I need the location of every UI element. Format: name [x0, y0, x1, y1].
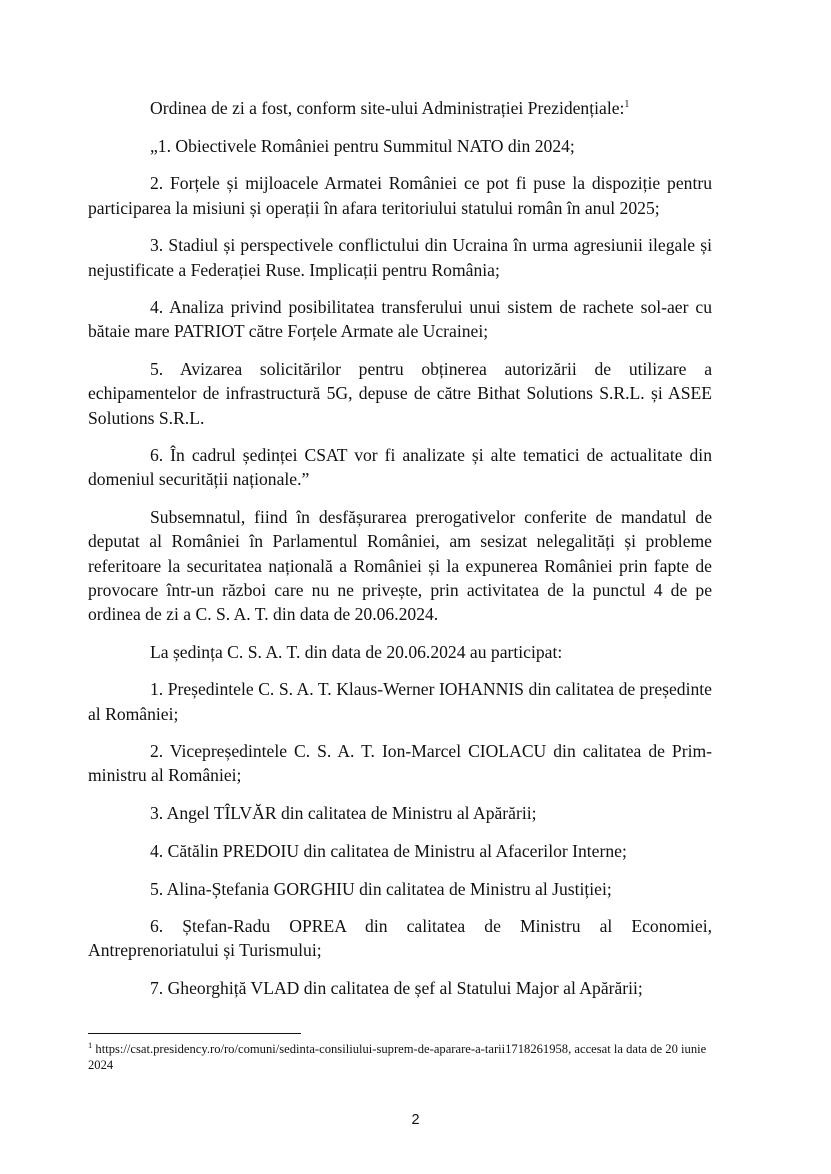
footnote-reference: 1: [624, 99, 630, 111]
body-text: [88, 96, 712, 1014]
participant-4: 4. Cătălin PREDOIU din calitatea de Ministru al Afacerilor Interne;: [150, 840, 627, 861]
footnote: [88, 1039, 718, 1073]
paragraph-participants-intro: La ședința C. S. A. T. din data de 20.06.2024 au participat:: [150, 641, 563, 662]
participant-3: 3. Angel TÎLVĂR din calitatea de Ministru al Apărării;: [150, 803, 537, 824]
participant-6: 6. Ștefan-Radu OPREA din calitatea de Ministru al Economiei, Antreprenoriatului și Turismului;: [88, 916, 712, 961]
agenda-item-3: 3. Stadiul și perspectivele conflictului din Ucraina în urma agresiunii ilegale și nejustificate a Federației Ruse. Implicații pentru România;: [88, 235, 712, 280]
footnote-marker: 1: [88, 1039, 93, 1050]
agenda-item-5: 5. Avizarea solicitărilor pentru obținerea autorizării de utilizare a echipamentelor de infrastructură 5G, depuse de către Bithat Solutions S.R.L. și ASEE Solutions S.R.L.: [88, 359, 712, 428]
paragraph-statement: Subsemnatul, fiind în desfășurarea prerogativelor conferite de mandatul de deputat al României în Parlamentul României, am sesizat nelegalități și probleme referitoare la securitatea națională a României și la expunerea României prin fapte de provocare într-un război care nu ne privește, prin activitatea de la punctul 4 de pe ordinea de zi a C. S. A. T. din data de 20.06.2024.: [88, 507, 712, 624]
participant-1: 1. Președintele C. S. A. T. Klaus-Werner IOHANNIS din calitatea de președinte al României;: [88, 679, 712, 724]
footnote-separator: [88, 1033, 301, 1034]
agenda-item-4: 4. Analiza privind posibilitatea transferului unui sistem de rachete sol-aer cu bătaie mare PATRIOT către Forțele Armate ale Ucrainei;: [88, 297, 712, 342]
agenda-item-6: 6. În cadrul ședinței CSAT vor fi analizate și alte tematici de actualitate din domeniul securității naționale.”: [88, 445, 712, 490]
participant-7: 7. Gheorghiță VLAD din calitatea de șef al Statului Major al Apărării;: [150, 978, 643, 999]
agenda-item-2: 2. Forțele și mijloacele Armatei României ce pot fi puse la dispoziție pentru participarea la misiuni și operații în afara teritoriului statului român în anul 2025;: [88, 173, 712, 218]
agenda-item-1: „1. Obiectivele României pentru Summitul NATO din 2024;: [150, 135, 575, 156]
footnote-text: https://csat.presidency.ro/ro/comuni/sedinta-consiliului-suprem-de-aparare-a-tarii1718261958, accesat la data de 20 iunie 2024: [88, 1042, 707, 1072]
participant-5: 5. Alina-Ștefania GORGHIU din calitatea de Ministru al Justiției;: [150, 878, 612, 899]
page-number: 2: [411, 1112, 420, 1128]
paragraph-intro: Ordinea de zi a fost, conform site-ului Administrației Prezidențiale:$^1$: [150, 98, 630, 118]
participant-2: 2. Vicepreședintele C. S. A. T. Ion-Marcel CIOLACU din calitatea de Prim-ministru al României;: [88, 741, 712, 786]
